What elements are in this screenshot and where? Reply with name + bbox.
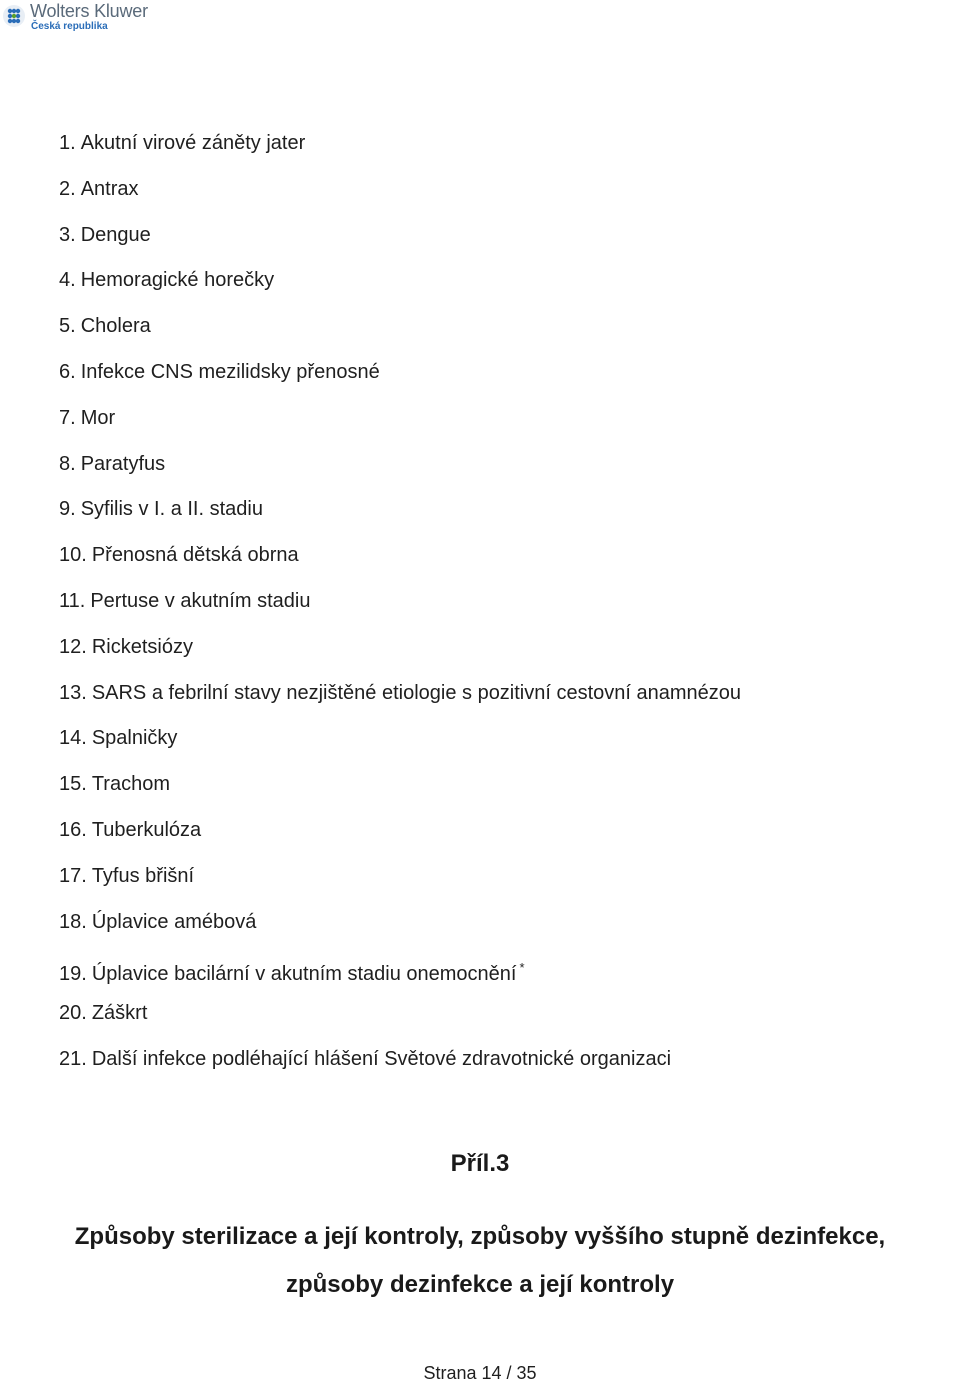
list-item-number: 15.	[59, 773, 87, 796]
section-title-line-2: způsoby dezinfekce a její kontroly	[285, 1271, 675, 1298]
publisher-logo	[2, 2, 148, 36]
list-item-text: Spalničky	[91, 727, 178, 750]
list-item	[59, 945, 741, 991]
list-item-number: 1.	[59, 132, 76, 154]
list-item	[59, 716, 741, 762]
list-item-text: Cholera	[80, 315, 151, 338]
section-title	[0, 1213, 960, 1309]
logo-subtitle: Česká republika	[31, 21, 108, 32]
list-item-text: Akutní virové záněty jater	[80, 132, 306, 154]
list-item-text: Úplavice amébová	[91, 910, 257, 933]
list-item	[59, 854, 741, 900]
list-item	[59, 900, 741, 946]
list-item-number: 19.	[59, 963, 87, 986]
list-item-number: 21.	[59, 1047, 87, 1070]
footnote-marker: *	[519, 960, 525, 976]
list-item	[59, 258, 741, 304]
list-item-number: 18.	[59, 910, 87, 933]
list-item-text: Dengue	[80, 223, 151, 246]
list-item	[59, 579, 741, 625]
list-item-text: Paratyfus	[80, 452, 166, 475]
list-item	[59, 442, 741, 488]
wolters-kluwer-logo-icon	[2, 4, 26, 28]
list-item	[59, 396, 741, 442]
list-item	[59, 991, 741, 1037]
list-item	[59, 762, 741, 808]
list-item-text: Záškrt	[91, 1002, 148, 1025]
list-item-text: Úplavice bacilární v akutním stadiu onemocnění	[91, 963, 517, 986]
section-title-line-1: Způsoby sterilizace a její kontroly, způsoby vyššího stupně dezinfekce,	[74, 1223, 886, 1250]
list-item-number: 14.	[59, 727, 87, 750]
list-item	[59, 304, 741, 350]
list-item-text: Ricketsiózy	[91, 635, 193, 658]
list-item	[59, 625, 741, 671]
list-item	[59, 808, 741, 854]
notifiable-disease-list	[59, 121, 741, 1083]
list-item-text: Přenosná dětská obrna	[91, 544, 299, 567]
list-item-number: 10.	[59, 544, 87, 567]
page-number: Strana 14 / 35	[423, 1363, 537, 1383]
list-item-number: 4.	[59, 269, 76, 292]
list-item-text: Pertuse v akutním stadiu	[90, 589, 311, 612]
list-item-text: Syfilis v I. a II. stadiu	[80, 498, 263, 521]
list-item-number: 6.	[59, 360, 76, 383]
list-item	[59, 671, 741, 717]
list-item-text: Hemoragické horečky	[80, 269, 275, 292]
list-item-number: 17.	[59, 864, 87, 887]
list-item-text: Antrax	[80, 177, 139, 200]
list-item	[59, 533, 741, 579]
list-item-text: Tuberkulóza	[91, 818, 202, 841]
list-item-number: 12.	[59, 635, 87, 658]
list-item	[59, 213, 741, 259]
list-item-number: 2.	[59, 177, 76, 200]
list-item-text: SARS a febrilní stavy nezjištěné etiologie s pozitivní cestovní anamnézou	[91, 681, 742, 704]
list-item	[59, 167, 741, 213]
list-item	[59, 121, 741, 167]
list-item-number: 5.	[59, 315, 76, 338]
list-item-number: 13.	[59, 681, 87, 704]
list-item-number: 8.	[59, 452, 76, 475]
list-item-text: Další infekce podléhající hlášení Světové zdravotnické organizaci	[91, 1047, 672, 1070]
list-item-text: Tyfus břišní	[91, 864, 195, 887]
list-item-number: 3.	[59, 223, 76, 246]
list-item	[59, 350, 741, 396]
list-item-number: 20.	[59, 1002, 87, 1025]
appendix-label: Příl.3	[450, 1150, 510, 1177]
list-item-text: Infekce CNS mezilidsky přenosné	[80, 360, 380, 383]
list-item-text: Mor	[80, 406, 116, 429]
list-item-number: 7.	[59, 406, 76, 429]
list-item-text: Trachom	[91, 773, 170, 796]
list-item-number: 9.	[59, 498, 76, 521]
list-item	[59, 1037, 741, 1083]
logo-name: Wolters Kluwer	[30, 1, 148, 21]
list-item-number: 16.	[59, 818, 87, 841]
list-item-number: 11.	[59, 589, 86, 612]
list-item	[59, 487, 741, 533]
